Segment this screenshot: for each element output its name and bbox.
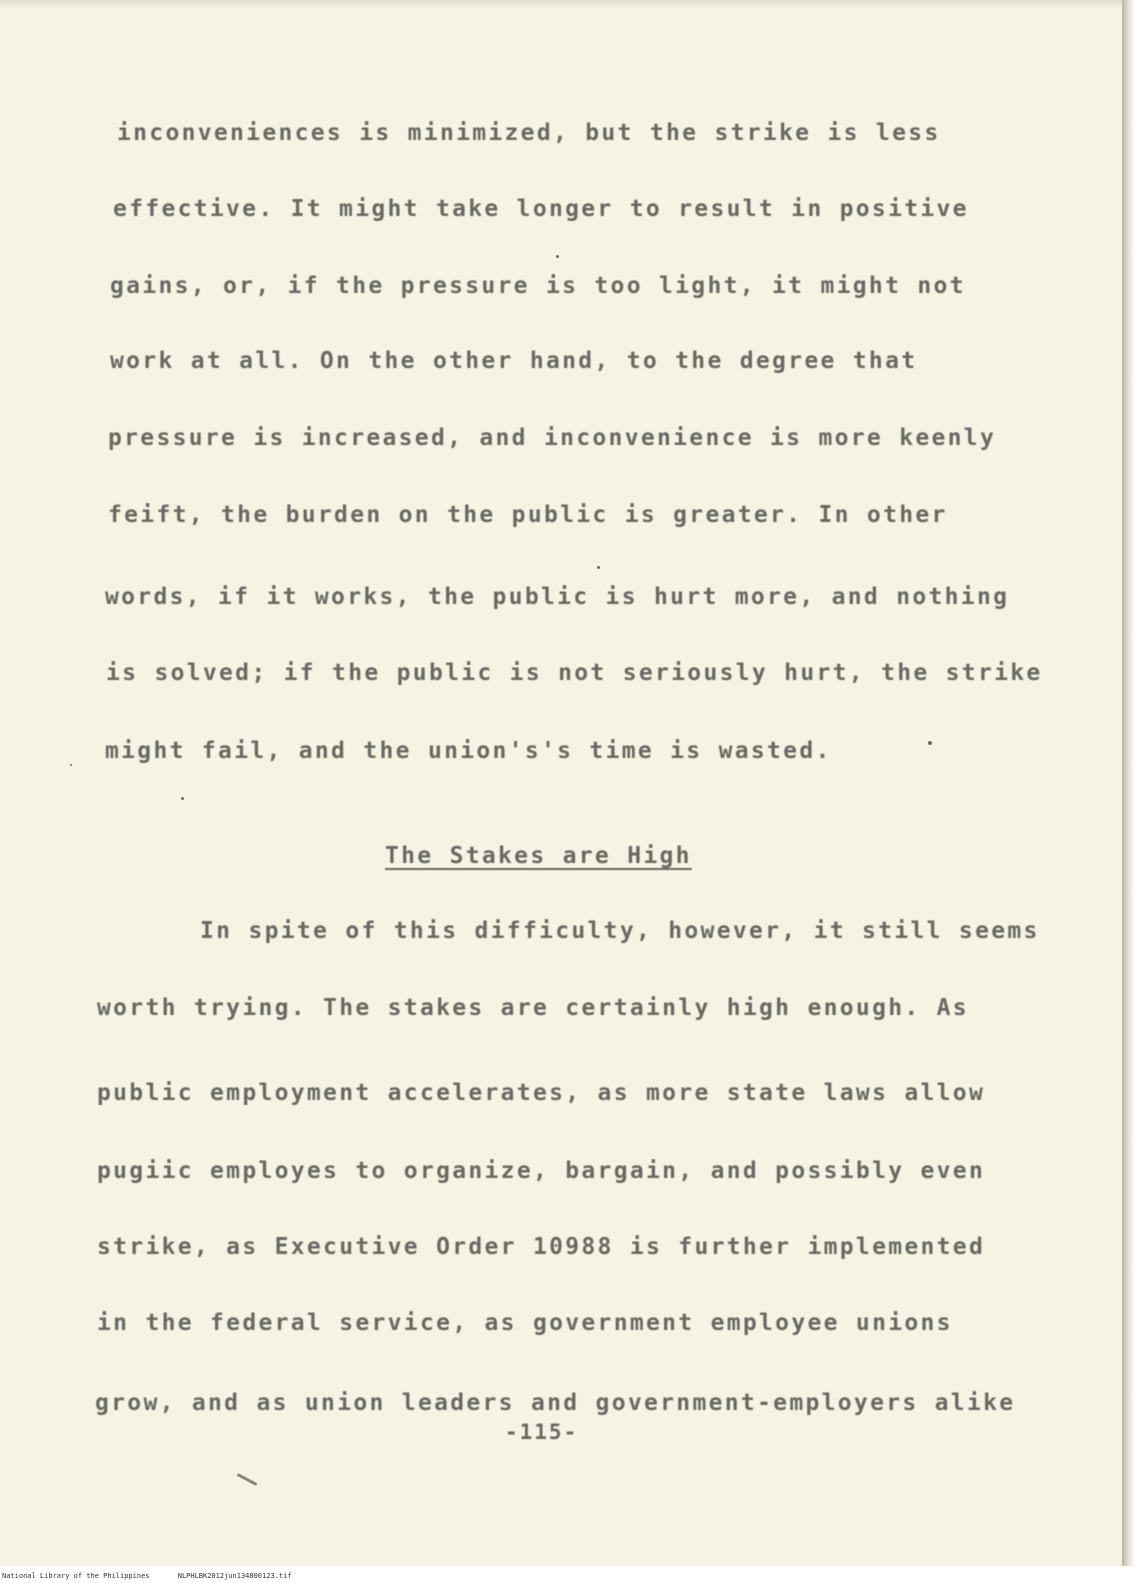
text-line-7: words, if it works, the public is hurt more, and nothing	[105, 584, 1010, 610]
text-line-11: worth trying. The stakes are certainly high enough. As	[97, 995, 969, 1021]
ink-speck	[556, 255, 559, 258]
text-line-16: grow, and as union leaders and government-employers alike	[95, 1390, 1016, 1416]
ink-speck	[928, 741, 932, 745]
text-line-3: gains, or, if the pressure is too light, it might not	[110, 273, 966, 299]
scan-filename: NLPHLBK2012jun134800123.tif	[177, 1572, 292, 1580]
text-line-13: pugiic employes to organize, bargain, and possibly even	[97, 1158, 986, 1184]
text-line-1: inconveniences is minimized, but the strike is less	[117, 120, 941, 146]
text-line-8: is solved; if the public is not seriously hurt, the strike	[106, 660, 1043, 686]
text-line-6: feift, the burden on the public is greater. In other	[108, 502, 948, 528]
library-credit: National Library of the Philippines	[2, 1572, 150, 1580]
text-line-10: In spite of this difficulty, however, it still seems	[200, 918, 1040, 944]
ink-mark	[237, 1473, 258, 1486]
scan-footer	[0, 1569, 1135, 1583]
page-number: -115-	[505, 1420, 579, 1444]
ink-speck	[597, 566, 600, 569]
text-line-9: might fail, and the union's's time is wasted.	[105, 738, 832, 764]
section-heading: The Stakes are High	[385, 843, 692, 869]
page-top-edge	[0, 0, 1126, 8]
text-line-2: effective. It might take longer to result in positive	[113, 196, 969, 222]
text-line-14: strike, as Executive Order 10988 is further implemented	[97, 1234, 986, 1260]
ink-speck	[181, 797, 184, 800]
ink-speck	[70, 764, 72, 766]
page-edge	[1122, 0, 1135, 1566]
text-line-15: in the federal service, as government employee unions	[97, 1310, 953, 1336]
text-line-5: pressure is increased, and inconvenience is more keenly	[108, 425, 997, 451]
text-line-12: public employment accelerates, as more state laws allow	[97, 1080, 986, 1106]
text-line-4: work at all. On the other hand, to the degree that	[110, 348, 918, 374]
